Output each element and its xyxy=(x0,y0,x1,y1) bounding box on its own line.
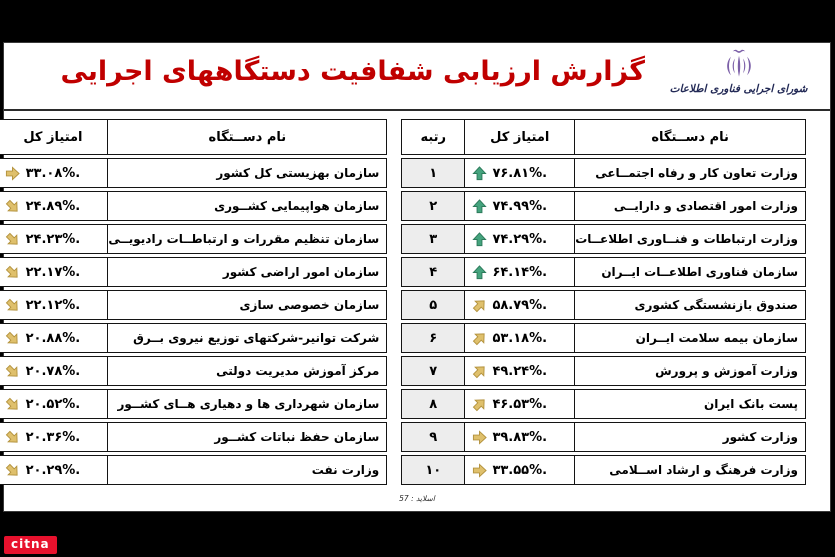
report-slide xyxy=(3,42,831,512)
trend-arrow-icon xyxy=(472,199,487,214)
table-row xyxy=(0,158,387,188)
score-cell xyxy=(0,390,107,418)
score-cell xyxy=(464,192,574,220)
trend-arrow-icon xyxy=(5,331,20,346)
agency-name: سازمان امور اراضی کشور xyxy=(107,258,386,286)
score-value: ۴۹.۲۴%. xyxy=(492,363,548,379)
trend-arrow-icon xyxy=(472,430,487,445)
agency-name: پست بانک ایران xyxy=(574,390,805,418)
agency-name: سازمان حفظ نباتات کشــور xyxy=(107,423,386,451)
table-row xyxy=(401,191,806,221)
score-cell xyxy=(0,258,107,286)
rank-cell: ۴ xyxy=(402,258,464,286)
table-row xyxy=(401,290,806,320)
trend-arrow-icon xyxy=(5,397,20,412)
agency-name: سازمان فناوری اطلاعــات ایــران xyxy=(574,258,805,286)
table-row xyxy=(401,356,806,386)
score-value: ۷۶.۸۱%. xyxy=(492,165,548,181)
score-cell xyxy=(0,291,107,319)
score-value: ۲۰.۷۸%. xyxy=(25,363,81,379)
score-value: ۵۸.۷۹%. xyxy=(492,297,548,313)
score-value: ۵۳.۱۸%. xyxy=(492,330,548,346)
column-header-rank: رتبه xyxy=(420,129,447,145)
score-value: ۳۹.۸۳%. xyxy=(492,429,548,445)
agency-name: سازمان تنظیم مقررات و ارتباطــات رادیویــی xyxy=(107,225,386,253)
score-cell xyxy=(0,357,107,385)
table-row xyxy=(401,389,806,419)
rank-cell: ۱۰ xyxy=(402,456,464,484)
trend-arrow-icon xyxy=(472,364,487,379)
score-value: ۴۶.۵۳%. xyxy=(492,396,548,412)
table-row xyxy=(401,455,806,485)
table-row xyxy=(0,257,387,287)
score-cell xyxy=(464,291,574,319)
rank-cell: ۳ xyxy=(402,225,464,253)
agency-name: وزارت تعاون کار و رفاه اجتمــاعی xyxy=(574,159,805,187)
table-row xyxy=(0,356,387,386)
score-value: ۲۰.۸۸%. xyxy=(25,330,81,346)
column-header-agency: نام دســتگاه xyxy=(107,120,386,154)
page-title: گزارش ارزیابی شفافیت دستگاههای اجرایی xyxy=(60,56,645,87)
score-cell xyxy=(0,192,107,220)
trend-arrow-icon xyxy=(472,265,487,280)
agency-name: وزارت آموزش و پرورش xyxy=(574,357,805,385)
trend-arrow-icon xyxy=(5,298,20,313)
trend-arrow-icon xyxy=(5,430,20,445)
agency-name: شرکت توانیر-شرکتهای توزیع نیروی بــرق xyxy=(107,324,386,352)
score-cell xyxy=(0,159,107,187)
trend-arrow-icon xyxy=(5,166,20,181)
citna-watermark-logo: citna xyxy=(4,536,57,554)
agency-name: سازمان بیمه سلامت ایــران xyxy=(574,324,805,352)
score-cell xyxy=(464,159,574,187)
agency-name: سازمان هواپیمایی کشــوری xyxy=(107,192,386,220)
score-value: ۷۴.۲۹%. xyxy=(492,231,548,247)
score-value: ۲۰.۲۹%. xyxy=(25,462,81,478)
score-value: ۲۴.۲۳%. xyxy=(25,231,81,247)
score-cell xyxy=(464,357,574,385)
rank-cell: ۵ xyxy=(402,291,464,319)
score-value: ۷۴.۹۹%. xyxy=(492,198,548,214)
iran-emblem-icon xyxy=(721,46,757,82)
score-value: ۳۳.۵۵%. xyxy=(492,462,548,478)
ranking-table-top10 xyxy=(401,119,806,488)
score-cell xyxy=(0,324,107,352)
table-row xyxy=(401,257,806,287)
rank-cell: ۶ xyxy=(402,324,464,352)
score-value: ۲۲.۱۲%. xyxy=(25,297,81,313)
score-value: ۲۴.۸۹%. xyxy=(25,198,81,214)
table-header-row xyxy=(0,119,387,155)
ranking-tables xyxy=(4,119,830,488)
score-cell xyxy=(464,456,574,484)
trend-arrow-icon xyxy=(5,265,20,280)
table-row xyxy=(0,422,387,452)
rank-cell: ۸ xyxy=(402,390,464,418)
trend-arrow-icon xyxy=(5,463,20,478)
trend-arrow-icon xyxy=(472,166,487,181)
score-value: ۲۲.۱۷%. xyxy=(25,264,81,280)
score-value: ۲۰.۳۶%. xyxy=(25,429,81,445)
score-cell xyxy=(464,324,574,352)
table-row xyxy=(0,323,387,353)
slide-number: اسلاید : 57 xyxy=(399,494,435,503)
score-cell xyxy=(0,225,107,253)
score-cell xyxy=(0,423,107,451)
table-row xyxy=(0,389,387,419)
slide-header xyxy=(4,43,830,111)
ranking-table-11-20 xyxy=(0,119,387,488)
trend-arrow-icon xyxy=(5,364,20,379)
agency-name: وزارت فرهنگ و ارشاد اســلامی xyxy=(574,456,805,484)
table-row xyxy=(401,323,806,353)
council-name: شورای اجرایی فناوری اطلاعات xyxy=(669,83,808,95)
score-cell xyxy=(464,390,574,418)
table-row xyxy=(0,224,387,254)
agency-name: صندوق بازنشستگی کشوری xyxy=(574,291,805,319)
trend-arrow-icon xyxy=(5,199,20,214)
rank-cell: ۲ xyxy=(402,192,464,220)
column-header-score: امتیاز کل xyxy=(0,120,107,154)
table-header-row xyxy=(401,119,806,155)
table-row xyxy=(401,422,806,452)
table-row xyxy=(401,224,806,254)
score-value: ۳۳.۰۸%. xyxy=(25,165,81,181)
agency-name: سازمان بهزیستی کل کشور xyxy=(107,159,386,187)
rank-cell: ۹ xyxy=(402,423,464,451)
trend-arrow-icon xyxy=(472,232,487,247)
column-header-score: امتیاز کل xyxy=(464,120,574,154)
rank-cell: ۷ xyxy=(402,357,464,385)
table-row xyxy=(0,290,387,320)
table-row xyxy=(401,158,806,188)
agency-name: مرکز آموزش مدیریت دولتی xyxy=(107,357,386,385)
score-value: ۲۰.۵۲%. xyxy=(25,396,81,412)
agency-name: وزارت کشور xyxy=(574,423,805,451)
score-value: ۶۴.۱۴%. xyxy=(492,264,548,280)
score-cell xyxy=(464,258,574,286)
score-cell xyxy=(0,456,107,484)
score-cell xyxy=(464,423,574,451)
table-row xyxy=(0,191,387,221)
trend-arrow-icon xyxy=(472,298,487,313)
agency-name: سازمان شهرداری ها و دهیاری هــای کشــور xyxy=(107,390,386,418)
score-cell xyxy=(464,225,574,253)
column-header-agency: نام دســتگاه xyxy=(574,120,805,154)
trend-arrow-icon xyxy=(472,463,487,478)
trend-arrow-icon xyxy=(472,331,487,346)
agency-name: وزارت ارتباطات و فنــاوری اطلاعــات xyxy=(574,225,805,253)
agency-name: سازمان خصوصی سازی xyxy=(107,291,386,319)
agency-name: وزارت نفت xyxy=(107,456,386,484)
rank-cell: ۱ xyxy=(402,159,464,187)
council-logo-block xyxy=(661,44,816,95)
trend-arrow-icon xyxy=(5,232,20,247)
trend-arrow-icon xyxy=(472,397,487,412)
agency-name: وزارت امور اقتصادی و دارایــی xyxy=(574,192,805,220)
table-row xyxy=(0,455,387,485)
